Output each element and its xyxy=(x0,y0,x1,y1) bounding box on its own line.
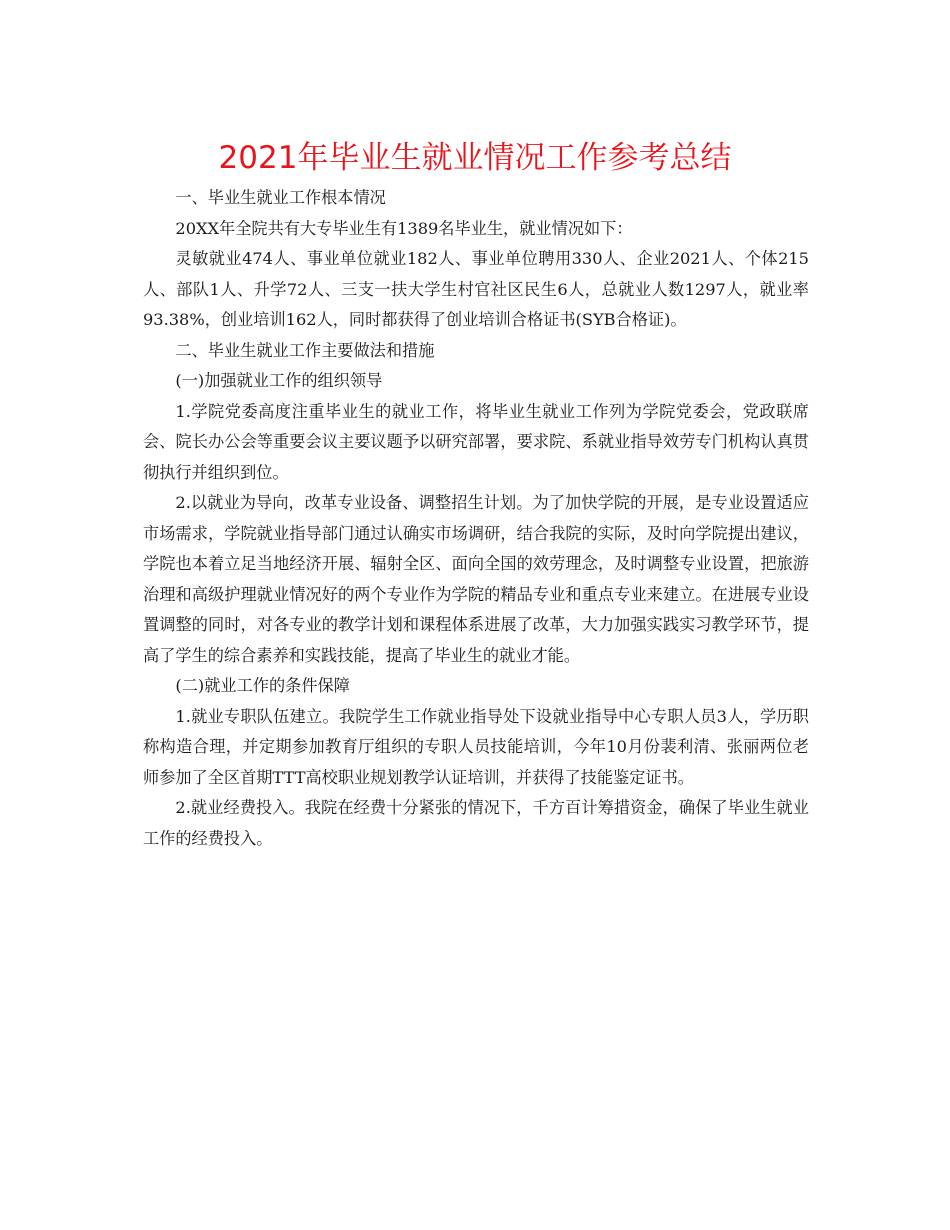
section-heading: 一、毕业生就业工作根本情况 xyxy=(175,188,386,207)
document-body xyxy=(143,183,809,854)
paragraph: 2.以就业为导向，改革专业设备、调整招生计划。为了加快学院的开展，是专业设置适应市场需求，学院就业指导部门通过认确实市场调研，结合我院的实际，及时向学院提出建议，学院也本着立足当地经济开展、辐射全区、面向全国的效劳理念，及时调整专业设置，把旅游治理和高级护理就业情况好的两个专业作为学院的精品专业和重点专业来建立。在进展专业设置调整的同时，对各专业的教学计划和课程体系进展了改革，大力加强实践实习教学环节，提高了学生的综合素养和实践技能，提高了毕业生的就业才能。 xyxy=(143,493,809,665)
document-title: 2021年毕业生就业情况工作参考总结 xyxy=(218,140,732,176)
paragraph: 1.就业专职队伍建立。我院学生工作就业指导处下设就业指导中心专职人员3人，学历职称构造合理，并定期参加教育厅组织的专职人员技能培训，今年10月份裴利清、张丽两位老师参加了全区首期TTT高校职业规划教学认证培训，并获得了技能鉴定证书。 xyxy=(143,706,809,787)
paragraph: 1.学院党委高度注重毕业生的就业工作，将毕业生就业工作列为学院党委会，党政联席会、院长办公会等重要会议主要议题予以研究部署，要求院、系就业指导效劳专门机构认真贯彻执行并组织到位。 xyxy=(143,401,809,482)
paragraph: 2.就业经费投入。我院在经费十分紧张的情况下，千方百计筹措资金，确保了毕业生就业工作的经费投入。 xyxy=(143,798,809,848)
paragraph: 20XX年全院共有大专毕业生有1389名毕业生，就业情况如下： xyxy=(175,218,633,238)
subsection-heading: (一)加强就业工作的组织领导 xyxy=(175,371,383,390)
subsection-heading: (二)就业工作的条件保障 xyxy=(175,676,350,695)
paragraph: 灵敏就业474人、事业单位就业182人、事业单位聘用330人、企业2021人、个体215人、部队1人、升学72人、三支一扶大学生村官社区民生6人，总就业人数1297人，就业率93.38%，创业培训162人，同时都获得了创业培训合格证书(SYB合格证)。 xyxy=(143,249,809,329)
section-heading: 二、毕业生就业工作主要做法和措施 xyxy=(175,340,435,360)
